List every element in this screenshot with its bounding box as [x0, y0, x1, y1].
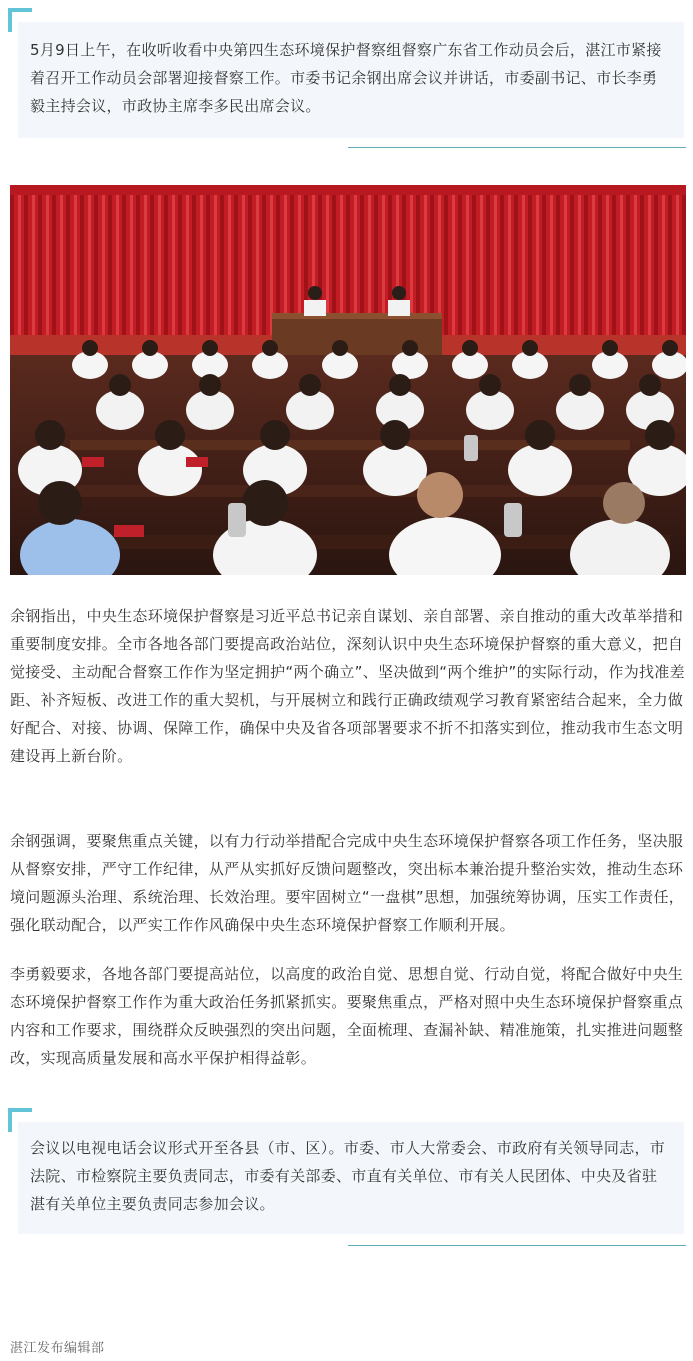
closing-quote — [18, 1122, 684, 1234]
intro-divider — [348, 147, 686, 148]
intro-text: 5月9日上午，在收听收看中央第四生态环境保护督察组督察广东省工作动员会后，湛江市紧接着召开工作动员会部署迎接督察工作。市委书记余钢出席会议并讲话，市委副书记、市长李勇毅主持会议，市政协主席李多民出席会议。 — [30, 41, 662, 115]
paragraph-2: 余钢强调，要聚焦重点关键，以有力行动举措配合完成中央生态环境保护督察各项工作任务，坚决服从督察安排，严守工作纪律，从严从实抓好反馈问题整改，突出标本兼治提升整治实效，推动生态环境问题源头治理、系统治理、长效治理。要牢固树立“一盘棋”思想，加强统筹协调，压实工作责任，强化联动配合，以严实工作作风确保中央生态环境保护督察工作顺利开展。 — [10, 832, 685, 934]
paragraph-3: 李勇毅要求，各地各部门要提高站位，以高度的政治自觉、思想自觉、行动自觉，将配合做好中央生态环境保护督察工作作为重大政治任务抓紧抓实。要聚焦重点，严格对照中央生态环境保护督察重点内容和工作要求，围绕群众反映强烈的突出问题，全面梳理、查漏补缺、精准施策，扎实推进问题整改，实现高质量发展和高水平保护相得益彰。 — [10, 965, 684, 1067]
paragraph-1: 余钢指出，中央生态环境保护督察是习近平总书记亲自谋划、亲自部署、亲自推动的重大改革举措和重要制度安排。全市各地各部门要提高政治站位，深刻认识中央生态环境保护督察的重大意义，把自觉接受、主动配合督察工作作为坚定拥护“两个确立”、坚决做到“两个维护”的实际行动，作为找准差距、补齐短板、改进工作的重大契机，与开展树立和践行正确政绩观学习教育紧密结合起来，全力做好配合、对接、协调、保障工作，确保中央及省各项部署要求不折不扣落实到位，推动我市生态文明建设再上新台阶。 — [10, 607, 685, 765]
intro-quote — [18, 22, 684, 138]
meeting-photo — [10, 185, 686, 575]
closing-divider — [348, 1245, 686, 1246]
footer-credit: 湛江发布编辑部 — [10, 1341, 105, 1356]
closing-text: 会议以电视电话会议形式开至各县（市、区）。市委、市人大常委会、市政府有关领导同志，市法院、市检察院主要负责同志，市委有关部委、市直有关单位、市有关人民团体、中央及省驻湛有关单位主要负责同志参加会议。 — [30, 1139, 666, 1213]
